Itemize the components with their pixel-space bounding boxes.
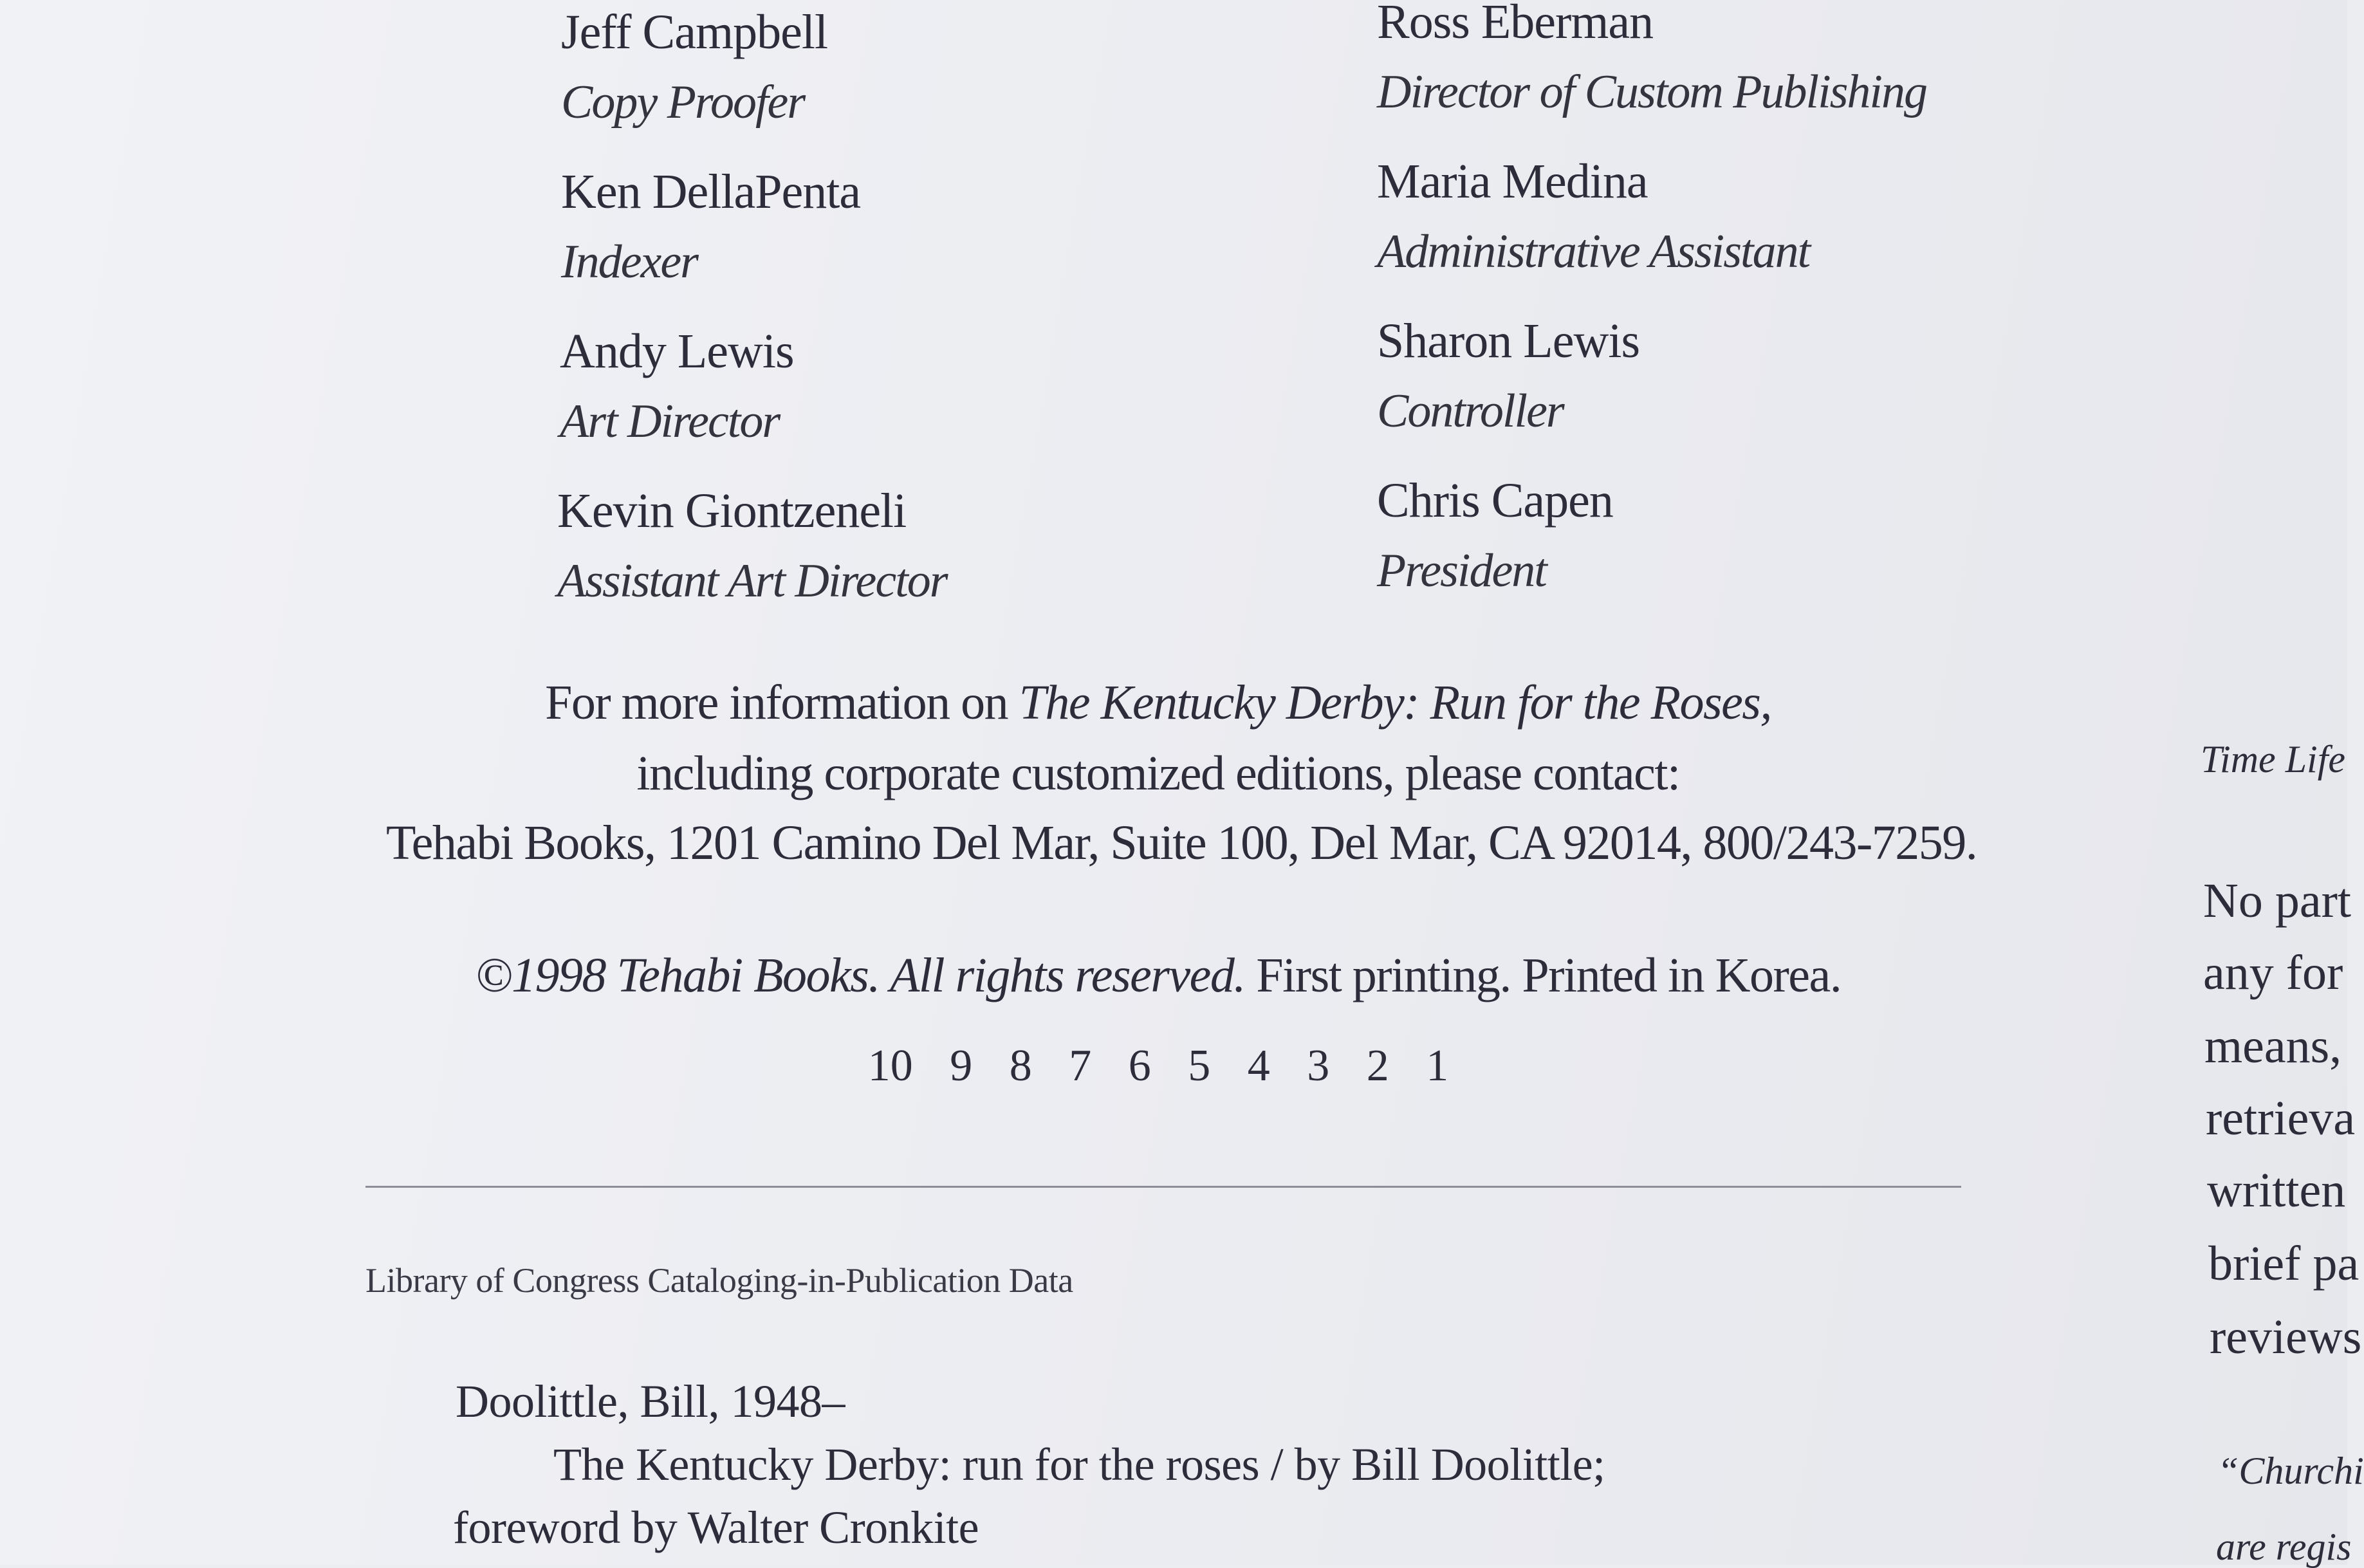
printing-number: 4 — [1247, 1041, 1270, 1091]
credit-entry — [1377, 0, 1926, 116]
credit-name: Jeff Campbell — [561, 5, 828, 59]
copyright-line — [386, 948, 1930, 1002]
printing-notice: First printing. Printed in Korea. — [1244, 948, 1842, 1002]
right-page-text-line: No part — [2203, 874, 2352, 928]
credit-entry — [1377, 476, 1613, 595]
credit-role: President — [1377, 544, 1546, 597]
section-divider — [365, 1186, 1961, 1188]
cip-author: Doolittle, Bill, 1948– — [456, 1376, 845, 1427]
credit-entry — [561, 5, 828, 129]
credit-entry — [560, 324, 794, 448]
printing-number: 2 — [1366, 1041, 1389, 1091]
printing-number: 5 — [1188, 1041, 1211, 1091]
cip-header: Library of Congress Cataloging-in-Publication Data — [365, 1261, 1073, 1300]
credit-entry — [557, 486, 947, 605]
cip-title: The Kentucky Derby: run for the roses / by Bill Doolittle; — [553, 1439, 1605, 1490]
credit-name: Chris Capen — [1377, 474, 1613, 528]
printing-number: 1 — [1426, 1041, 1449, 1091]
credit-role: Controller — [1377, 385, 1564, 438]
printing-number-line — [772, 1041, 1544, 1091]
book-title: The Kentucky Derby: Run for the Roses, — [1019, 676, 1771, 730]
right-page-text-line: means, — [2204, 1019, 2342, 1073]
credit-entry — [561, 167, 860, 286]
credit-role: Copy Proofer — [561, 76, 805, 129]
credit-role: Indexer — [561, 235, 697, 288]
credit-entry — [1377, 154, 1810, 278]
credit-entry — [1377, 314, 1640, 438]
credit-role: Director of Custom Publishing — [1377, 66, 1926, 118]
right-page-text-line: any for — [2203, 946, 2343, 1000]
credit-name: Kevin Giontzeneli — [557, 484, 907, 538]
copyright-notice: ©1998 Tehabi Books. All rights reserved. — [475, 948, 1245, 1002]
right-page-text-line: brief pa — [2208, 1237, 2359, 1291]
printing-number: 10 — [867, 1041, 913, 1091]
right-page-text-line: written — [2207, 1163, 2346, 1217]
publisher-address: Tehabi Books, 1201 Camino Del Mar, Suite 100, Del Mar, CA 92014, 800/243-7259. — [386, 816, 1977, 870]
printing-number: 6 — [1128, 1041, 1151, 1091]
printing-number: 9 — [950, 1041, 973, 1091]
printing-number: 3 — [1307, 1041, 1330, 1091]
right-page-footnote-line: are regis — [2216, 1526, 2352, 1568]
right-page-text-line: retrieva — [2206, 1091, 2356, 1145]
right-page-footnote-line: “Churchi — [2217, 1450, 2364, 1492]
printing-number: 8 — [1009, 1041, 1032, 1091]
credit-name: Sharon Lewis — [1377, 314, 1640, 368]
right-page-text-line: reviews — [2210, 1310, 2362, 1364]
printing-number: 7 — [1069, 1041, 1092, 1091]
credit-role: Art Director — [560, 395, 780, 448]
credit-name: Maria Medina — [1377, 154, 1648, 208]
info-line-2: including corporate customized editions, please contact: — [636, 746, 1680, 800]
cip-foreword: foreword by Walter Cronkite — [453, 1502, 979, 1553]
info-prefix: For more information on — [545, 676, 1019, 730]
credit-role: Administrative Assistant — [1377, 225, 1810, 278]
info-line-1 — [386, 676, 1930, 730]
credit-name: Ken DellaPenta — [561, 165, 861, 219]
right-page-publisher: Time Life — [2201, 738, 2346, 780]
credit-name: Ross Eberman — [1377, 0, 1654, 49]
credit-role: Assistant Art Director — [557, 555, 947, 607]
credit-name: Andy Lewis — [560, 324, 794, 378]
